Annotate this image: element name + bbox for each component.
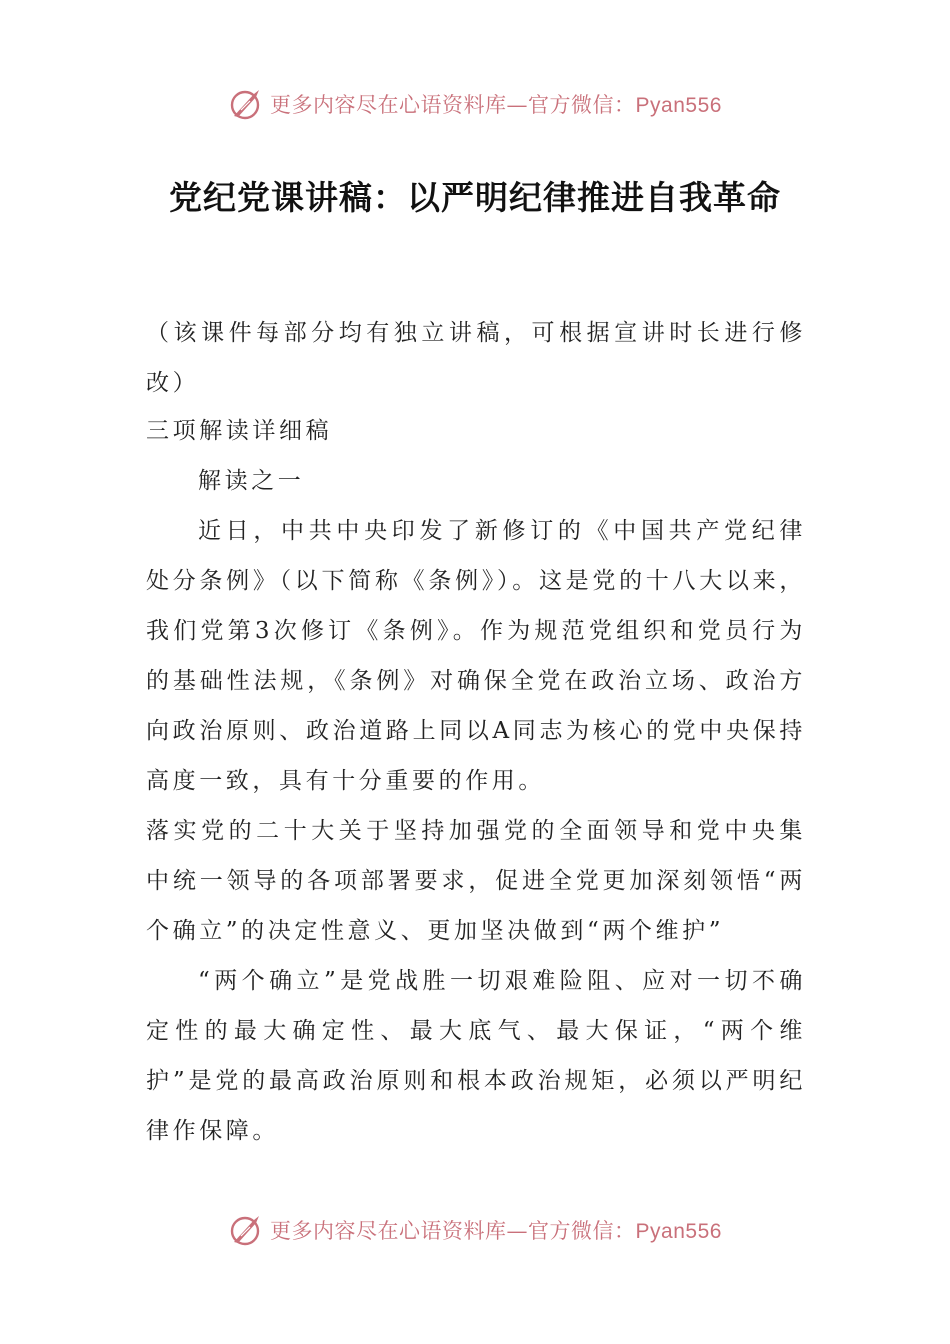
paragraph-2-block	[146, 806, 806, 956]
footer-banner	[0, 1208, 950, 1252]
banner-text	[270, 89, 722, 119]
sub-heading-block	[146, 456, 806, 506]
header-banner	[0, 82, 950, 126]
note-text: （该课件每部分均有独立讲稿，可根据宣讲时长进行修改）	[146, 320, 806, 396]
banner-wechat-id: Pyan556	[635, 1220, 722, 1243]
banner-label: 更多内容尽在心语资料库—官方微信：	[270, 93, 636, 117]
section-heading: 三项解读详细稿	[146, 418, 333, 444]
paragraph-1-block	[146, 506, 806, 806]
sub-heading: 解读之一	[198, 468, 305, 494]
note-paragraph	[146, 308, 806, 408]
section-heading-block	[146, 406, 806, 456]
paragraph-3: “两个确立”是党战胜一切艰难险阻、应对一切不确定性的最大确定性、最大底气、最大保证，“两个维护”是党的最高政治原则和根本政治规矩，必须以严明纪律作保障。	[146, 968, 806, 1144]
paragraph-1: 近日，中共中央印发了新修订的《中国共产党纪律处分条例》（以下简称《条例》）。这是党的十八大以来，我们党第3次修订《条例》。作为规范党组织和党员行为的基础性法规，《条例》对确保全党在政治立场、政治方向政治原则、政治道路上同以A同志为核心的党中央保持高度一致，具有十分重要的作用。	[146, 518, 806, 794]
banner-label: 更多内容尽在心语资料库—官方微信：	[270, 1219, 636, 1243]
paragraph-2: 落实党的二十大关于坚持加强党的全面领导和党中央集中统一领导的各项部署要求，促进全党更加深刻领悟“两个确立”的决定性意义、更加坚决做到“两个维护”	[146, 818, 806, 944]
banner-text	[270, 1215, 722, 1245]
document-title: 党纪党课讲稿：以严明纪律推进自我革命	[169, 178, 781, 217]
quill-logo-icon	[228, 86, 264, 122]
paragraph-3-block	[146, 956, 806, 1156]
banner-wechat-id: Pyan556	[635, 94, 722, 117]
quill-logo-icon	[228, 1212, 264, 1248]
